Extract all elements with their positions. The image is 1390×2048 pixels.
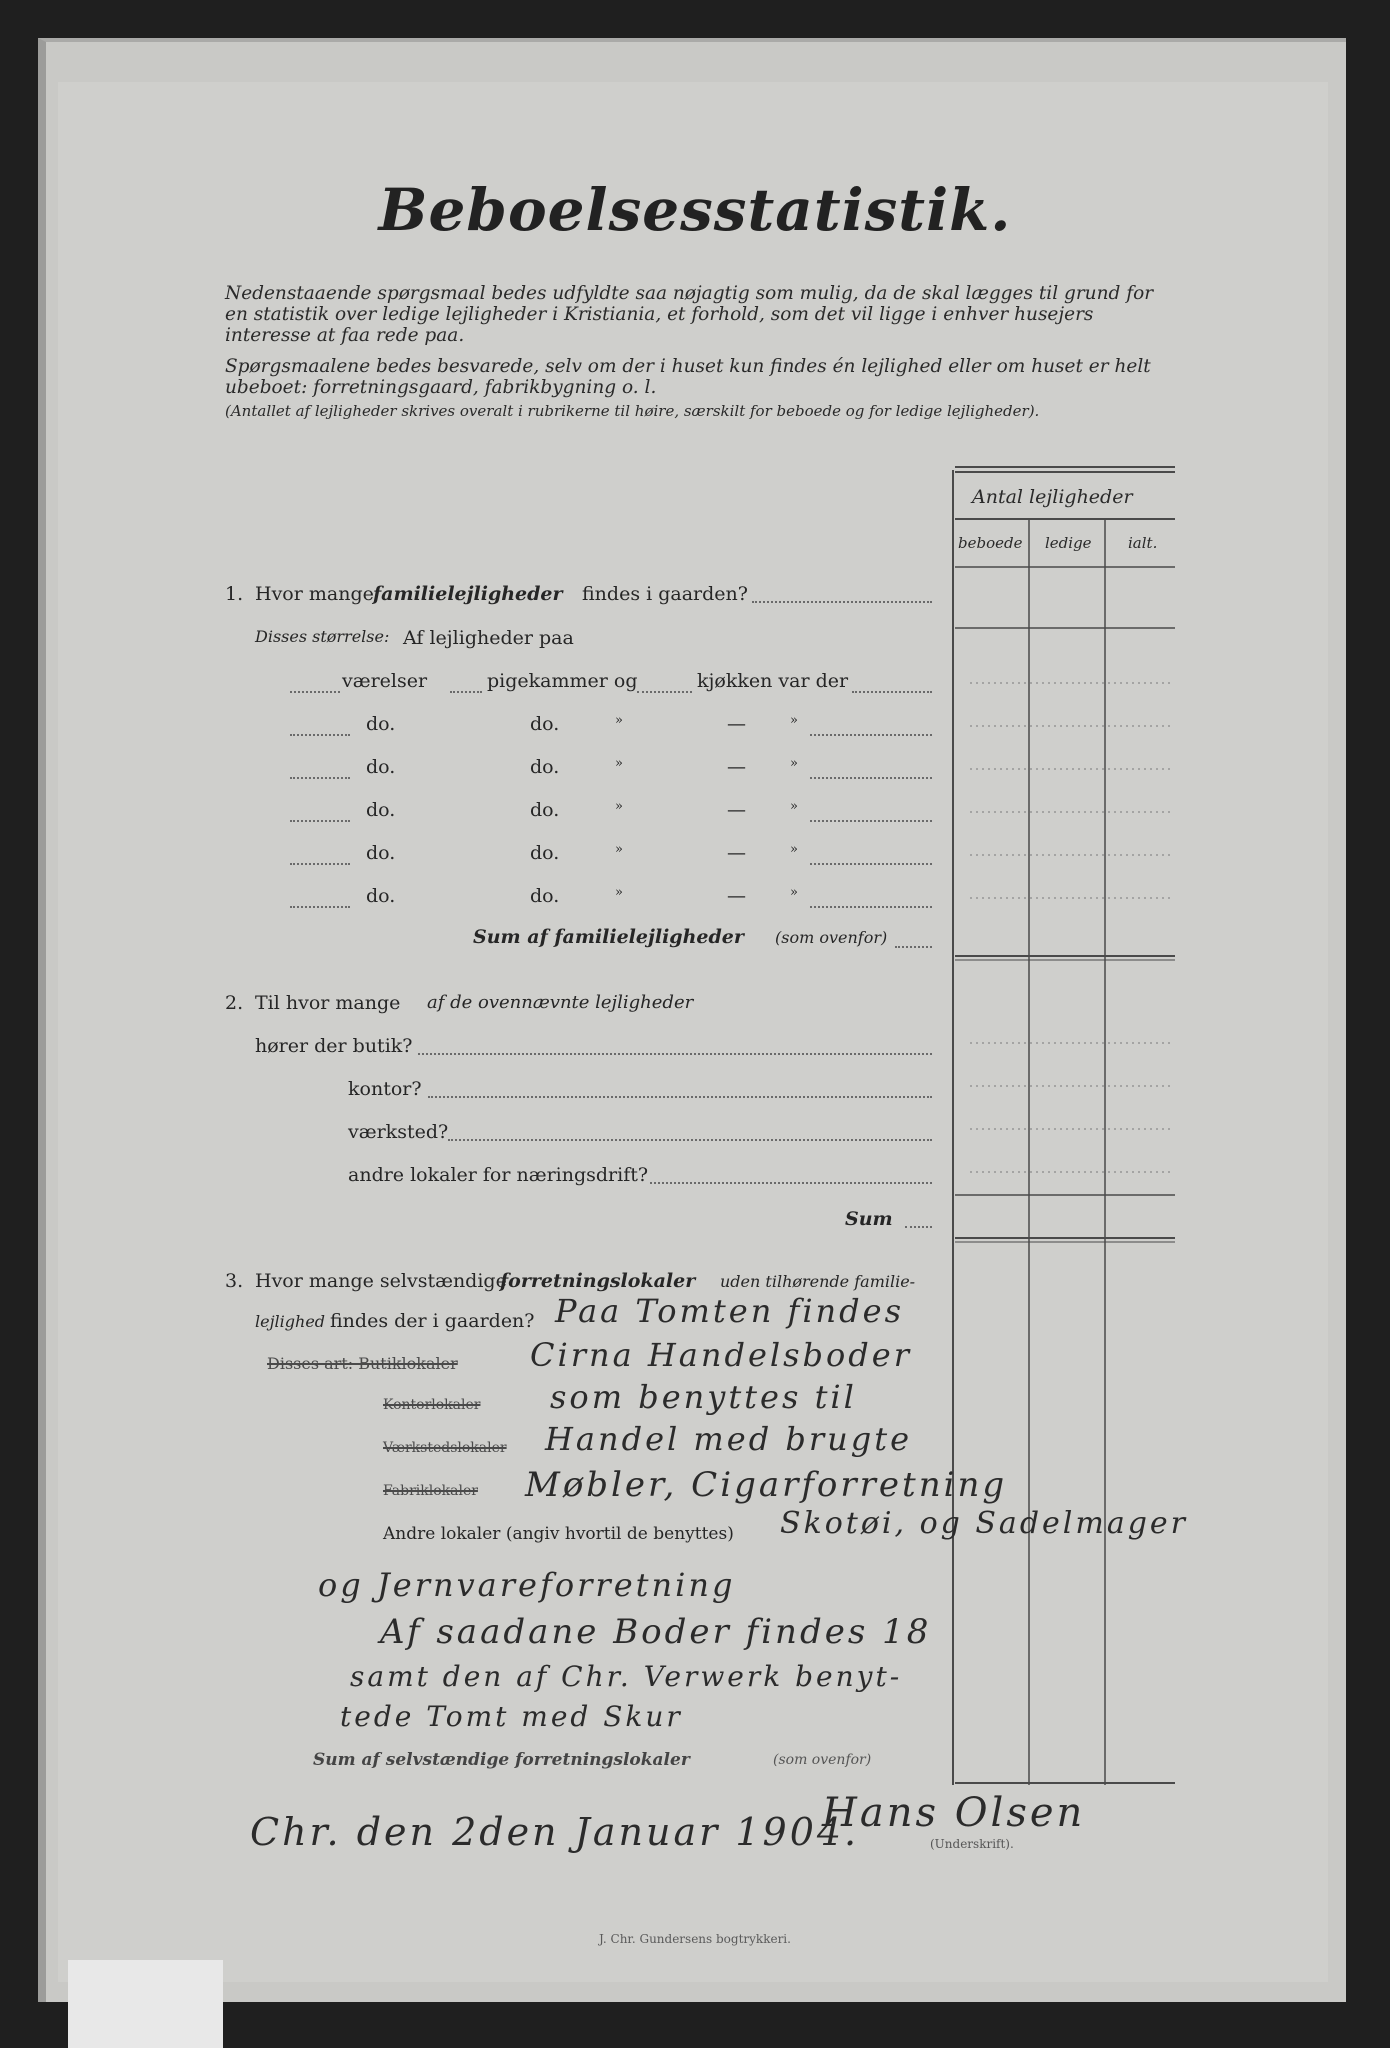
q1-sum-label: Sum af familielejligheder xyxy=(473,926,744,948)
sizes-text: Af lejligheder paa xyxy=(403,627,574,649)
do-row-1-dash: — xyxy=(727,713,746,735)
signature-caption: (Underskrift). xyxy=(930,1837,1014,1851)
do-row-2-blank xyxy=(290,777,350,779)
do-row-4-blank xyxy=(290,863,350,865)
do-row-1-quote-2: » xyxy=(790,713,798,728)
struck-kontorlokaler: Kontorlokaler xyxy=(383,1397,481,1413)
do-row-2-dash: — xyxy=(727,756,746,778)
handwritten-signature: Hans Olsen xyxy=(822,1790,1086,1836)
struck-vaerkstedslokaler: Værkstedslokaler xyxy=(383,1440,507,1456)
kitchen-blank xyxy=(637,691,692,693)
handwriting-line-4: Handel med brugte xyxy=(545,1420,913,1458)
scan-edge-highlight xyxy=(68,1960,223,2048)
struck-fabriklokaler: Fabriklokaler xyxy=(383,1483,478,1499)
q2-sum-label: Sum xyxy=(845,1208,893,1230)
struck-butiklokaler: Disses art: Butiklokaler xyxy=(267,1354,458,1373)
question-3-line2-suffix: findes der i gaarden? xyxy=(330,1310,535,1332)
do-row-3-leader xyxy=(810,820,932,822)
handwriting-line-2: Cirna Handelsboder xyxy=(530,1336,913,1374)
do-row-4-quote-2: » xyxy=(790,842,798,857)
do-row-5-blank xyxy=(290,906,350,908)
do-row-3-quote-2: » xyxy=(790,799,798,814)
do-row-1-quote: » xyxy=(615,713,623,728)
do-row-1-leader xyxy=(810,734,932,736)
q1-sum-suffix: (som ovenfor) xyxy=(775,928,888,947)
do-row-2-quote: » xyxy=(615,756,623,771)
handwriting-line-8: Af saadane Boder findes 18 xyxy=(380,1612,932,1652)
maids-room-blank xyxy=(450,691,482,693)
rooms-blank xyxy=(290,691,340,693)
column-header-beboede: beboede xyxy=(958,534,1023,552)
maids-room-label: pigekammer og xyxy=(487,670,638,692)
kitchen-label: kjøkken var der xyxy=(697,670,849,692)
question-2-number: 2. xyxy=(225,992,244,1014)
column-header-ledige: ledige xyxy=(1045,534,1092,552)
handwriting-line-1: Paa Tomten findes xyxy=(555,1292,904,1330)
do-row-2-quote-2: » xyxy=(790,756,798,771)
question-2-prefix: Til hvor mange xyxy=(255,992,401,1014)
do-row-4-maids: do. xyxy=(530,842,560,864)
intro-paragraph-3: (Antallet af lejligheder skrives overalt i rubrikerne til høire, særskilt for beboede og for ledige lejligheder). xyxy=(225,402,1040,420)
do-row-5-quote: » xyxy=(615,885,623,900)
do-row-1-maids: do. xyxy=(530,713,560,735)
q2-andre-label: andre lokaler for næringsdrift? xyxy=(348,1164,649,1186)
question-1-emphasis: familielejligheder xyxy=(373,583,563,605)
question-3-line2-emphasis: lejlighed xyxy=(255,1312,326,1331)
do-row-5-quote-2: » xyxy=(790,885,798,900)
question-3-suffix: uden tilhørende familie- xyxy=(720,1272,916,1291)
q3-sum-label: Sum af selvstændige forretningslokaler xyxy=(313,1750,690,1770)
handwriting-line-10: tede Tomt med Skur xyxy=(340,1700,683,1733)
printer-imprint: J. Chr. Gundersens bogtrykkeri. xyxy=(599,1932,791,1946)
handwriting-line-3: som benyttes til xyxy=(550,1378,857,1416)
question-1-number: 1. xyxy=(225,583,244,605)
do-row-3-dash: — xyxy=(727,799,746,821)
q3-sum-suffix: (som ovenfor) xyxy=(773,1752,872,1768)
question-3-prefix: Hvor mange selvstændige xyxy=(255,1270,507,1292)
do-row-4-rooms: do. xyxy=(366,842,396,864)
q2-andre-leader xyxy=(650,1182,932,1184)
do-row-2-rooms: do. xyxy=(366,756,396,778)
handwriting-line-5: Møbler, Cigarforretning xyxy=(525,1465,1008,1505)
kitchen-leader xyxy=(852,691,932,693)
do-row-5-leader xyxy=(810,906,932,908)
handwriting-line-6: Skotøi, og Sadelmager xyxy=(780,1506,1188,1541)
handwriting-line-7: og Jernvareforretning xyxy=(318,1566,736,1604)
handwriting-line-9: samt den af Chr. Verwerk benyt- xyxy=(350,1660,903,1693)
column-group-header: Antal lejligheder xyxy=(972,486,1133,508)
column-header-ialt: ialt. xyxy=(1128,534,1158,552)
do-row-1-rooms: do. xyxy=(366,713,396,735)
do-row-3-quote: » xyxy=(615,799,623,814)
question-2-emphasis: af de ovennævnte lejligheder xyxy=(427,992,694,1013)
do-row-2-leader xyxy=(810,777,932,779)
question-1-suffix: findes i gaarden? xyxy=(582,583,748,605)
q2-vaerksted-leader xyxy=(448,1139,932,1141)
question-1-leader xyxy=(752,601,932,603)
do-row-4-quote: » xyxy=(615,842,623,857)
sizes-label: Disses størrelse: xyxy=(255,627,390,646)
do-row-3-maids: do. xyxy=(530,799,560,821)
handwritten-date: Chr. den 2den Januar 1904. xyxy=(250,1810,860,1854)
q2-kontor-label: kontor? xyxy=(348,1078,422,1100)
do-row-4-leader xyxy=(810,863,932,865)
intro-paragraph-2: Spørgsmaalene bedes besvarede, selv om der i huset kun findes én lejlighed eller om huset er helt ubeboet: forretningsgaard, fabrikbygning o. l. xyxy=(225,356,1151,398)
question-3-number: 3. xyxy=(225,1270,244,1292)
q1-sum-leader xyxy=(895,946,932,948)
do-row-2-maids: do. xyxy=(530,756,560,778)
do-row-3-blank xyxy=(290,820,350,822)
rooms-label: værelser xyxy=(342,670,428,692)
do-row-5-maids: do. xyxy=(530,885,560,907)
do-row-5-rooms: do. xyxy=(366,885,396,907)
q2-butik-leader xyxy=(418,1053,932,1055)
question-1-prefix: Hvor mange xyxy=(255,583,374,605)
do-row-3-rooms: do. xyxy=(366,799,396,821)
intro-paragraph-1: Nedenstaaende spørgsmaal bedes udfyldte saa nøjagtig som mulig, da de skal lægges til grund for en statistik over ledige lejligheder i Kristiania, et forhold, som det vil ligge i enhver husejers interesse at faa rede paa. xyxy=(225,283,1154,346)
form-title: Beboelsesstatistik. xyxy=(378,176,1012,244)
do-row-1-blank xyxy=(290,734,350,736)
q2-kontor-leader xyxy=(428,1096,932,1098)
q2-butik-label: hører der butik? xyxy=(255,1035,413,1057)
q2-sum-leader xyxy=(905,1226,932,1228)
do-row-4-dash: — xyxy=(727,842,746,864)
q2-vaerksted-label: værksted? xyxy=(348,1121,449,1143)
q3-andre-label: Andre lokaler (angiv hvortil de benyttes) xyxy=(383,1524,734,1544)
do-row-5-dash: — xyxy=(727,885,746,907)
question-3-emphasis: forretningslokaler xyxy=(500,1270,696,1292)
